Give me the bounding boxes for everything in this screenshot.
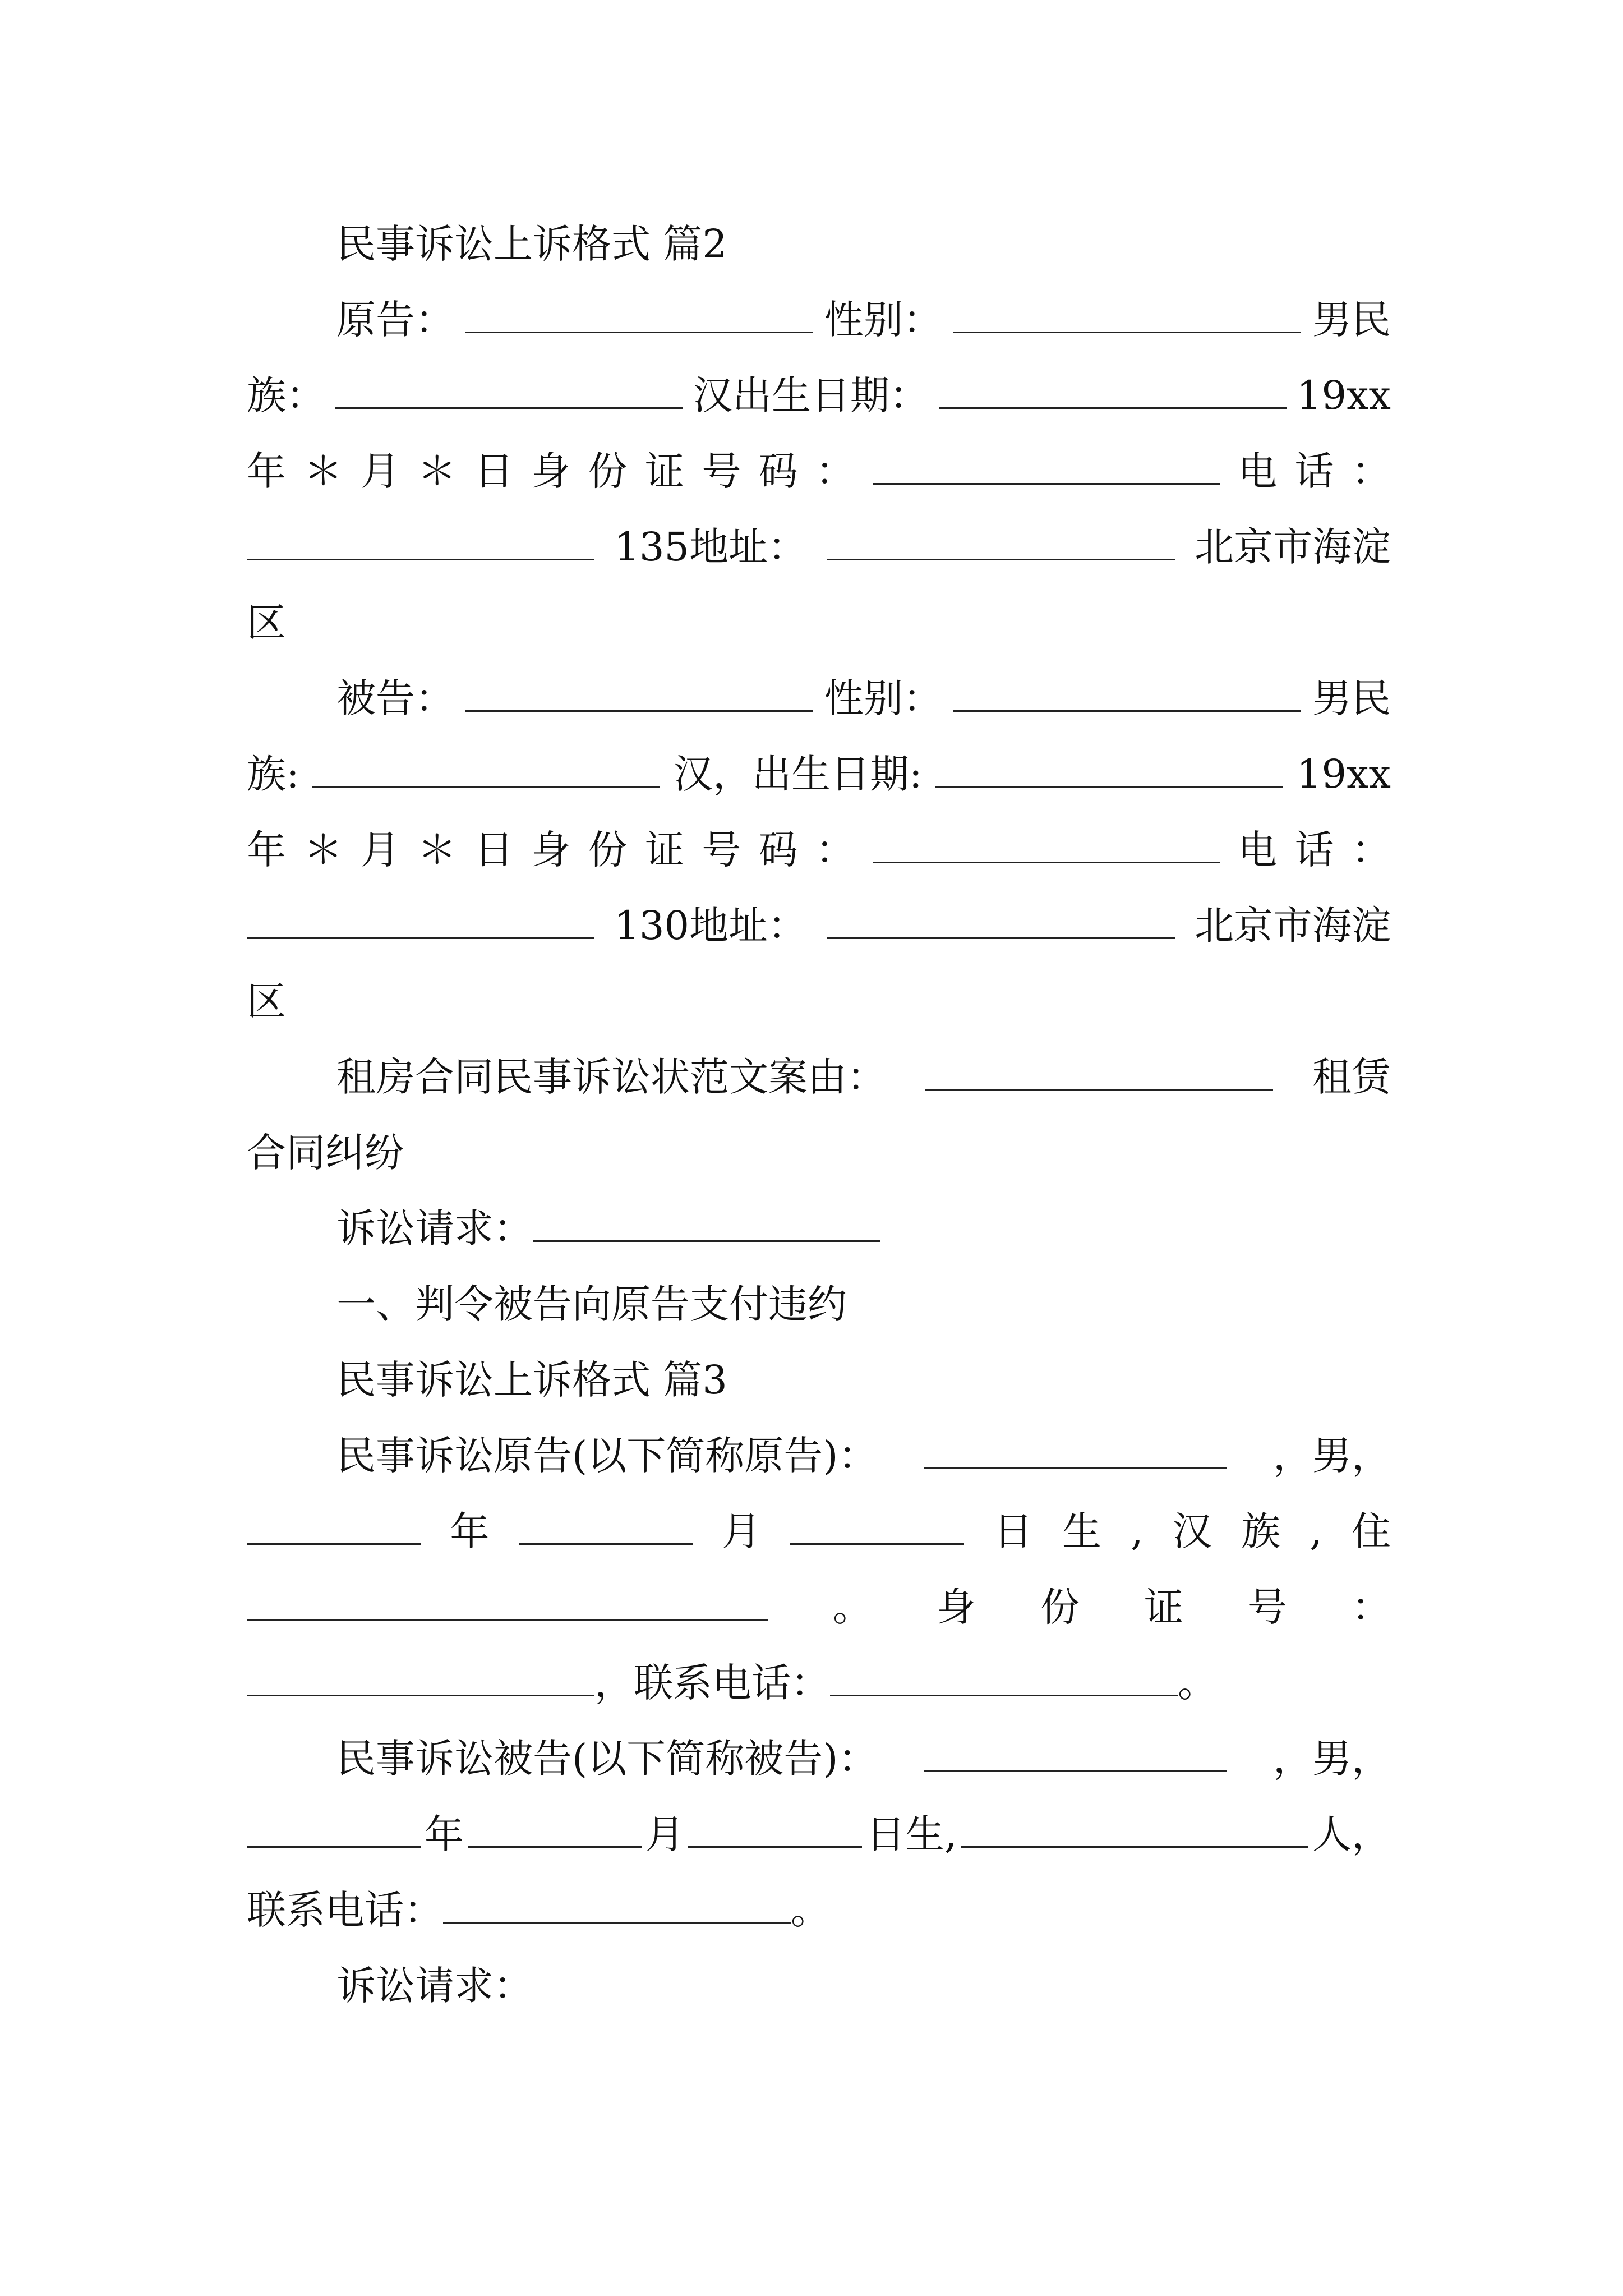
id-text: 码: [758, 448, 798, 494]
id-text: ：: [1352, 1584, 1391, 1630]
id-text: 日: [474, 827, 514, 873]
id-blank: [873, 450, 1220, 485]
plaintiff3-line-2: [247, 1501, 1391, 1562]
year-blank: [247, 1813, 421, 1848]
id-blank: [873, 829, 1220, 864]
plaintiff-line-4: [247, 516, 1391, 578]
date-text: 汉: [1172, 1508, 1212, 1554]
phone-blank: [830, 1662, 1178, 1697]
id-text: 份: [588, 448, 628, 494]
section-heading: [336, 213, 1391, 275]
phone-text: 电: [1238, 448, 1278, 494]
plaintiff3-line-4: [247, 1652, 1391, 1714]
claims-line: [336, 1198, 1391, 1259]
id-text: 证: [644, 448, 684, 494]
section-heading: [336, 1349, 1391, 1411]
birthdate-blank: [939, 374, 1287, 409]
id-text: 月: [360, 448, 400, 494]
gender-value: ，男，: [1273, 1736, 1391, 1782]
section-heading-text: 民事诉讼上诉格式 篇2: [336, 221, 727, 267]
phone-blank: [247, 904, 594, 940]
case-value-cont: 合同纠纷: [247, 1130, 404, 1176]
date-text: 族: [1241, 1508, 1281, 1554]
date-text: ,: [1131, 1508, 1144, 1554]
gender-value: 男民: [1312, 675, 1391, 721]
phone-text: 电: [1238, 827, 1278, 873]
id-text: 身: [937, 1584, 976, 1630]
plaintiff-name-blank: [465, 298, 813, 334]
year-blank: [247, 1510, 421, 1545]
address-value: 北京市海淀: [1194, 903, 1391, 949]
claim-item: [336, 1273, 1391, 1335]
ethnicity-label: 族：: [247, 372, 325, 418]
id-text: 日: [474, 448, 514, 494]
claims-line: [336, 1955, 1391, 2017]
case-line-1: [336, 1046, 1391, 1108]
id-text: 证: [1144, 1584, 1183, 1630]
case-line-2: [247, 1122, 1391, 1184]
birthdate-value: 19xx: [1296, 751, 1391, 797]
phone-text: ：: [1351, 827, 1391, 873]
gender-blank: [953, 298, 1301, 334]
id-text: ＊: [417, 827, 457, 873]
date-text: 日生,: [866, 1811, 957, 1857]
birthdate-value: 19xx: [1296, 372, 1391, 418]
defendant-name-blank: [924, 1737, 1227, 1773]
id-text: ：: [815, 827, 855, 873]
id-text: 身: [531, 827, 571, 873]
gender-label: 性别：: [824, 675, 942, 721]
phone-label: ，联系电话：: [594, 1660, 830, 1706]
plaintiff3-line-1: [336, 1425, 1391, 1487]
defendant-line-4: [247, 895, 1391, 956]
defendant3-line-2: [247, 1803, 1391, 1865]
gender-blank: [953, 677, 1301, 712]
phone-blank: [247, 526, 594, 561]
address-value: 北京市海淀: [1194, 524, 1391, 570]
plaintiff-label: 民事诉讼原告(以下简称原告)：: [336, 1433, 878, 1479]
plaintiff-line-3: [247, 440, 1391, 502]
defendant-line-5: [247, 970, 1391, 1032]
id-text: ＊: [417, 448, 457, 494]
phone-label: 联系电话：: [247, 1887, 443, 1933]
id-text: ＊: [303, 448, 343, 494]
id-blank: [247, 1662, 594, 1697]
period: 。: [1178, 1660, 1217, 1706]
date-text: 年: [424, 1811, 464, 1857]
plaintiff-line-5: [247, 592, 1391, 654]
ethnicity-blank: [335, 374, 683, 409]
id-text: 。: [833, 1584, 872, 1630]
id-text: 号: [702, 827, 741, 873]
phone-text: 话: [1294, 448, 1334, 494]
plaintiff3-line-3: [247, 1576, 1391, 1638]
id-text: 号: [702, 448, 741, 494]
date-text: 月: [721, 1508, 761, 1554]
day-blank: [790, 1510, 964, 1545]
address-label: 130地址：: [614, 903, 808, 949]
address-value-cont: 区: [247, 600, 286, 646]
date-text: 月: [645, 1811, 685, 1857]
phone-text: 话: [1294, 827, 1334, 873]
id-text: 号: [1248, 1584, 1287, 1630]
claims-label: 诉讼请求：: [336, 1205, 533, 1251]
period: 。: [791, 1887, 830, 1933]
date-text: ,: [1310, 1508, 1322, 1554]
birthdate-label: 汉出生日期：: [693, 372, 929, 418]
plaintiff-name-blank: [924, 1434, 1227, 1470]
id-text: 份: [1040, 1584, 1080, 1630]
gender-value: ，男，: [1273, 1433, 1391, 1479]
defendant-line-2: [247, 743, 1391, 805]
claim-text: 一、判令被告向原告支付违约: [336, 1281, 847, 1327]
defendant-label: 被告：: [336, 675, 454, 721]
case-label: 租房合同民事诉讼状范文案由：: [336, 1054, 886, 1100]
defendant3-line-3: [247, 1879, 1391, 1941]
birthdate-blank: [935, 753, 1283, 788]
phone-blank: [443, 1889, 791, 1924]
id-text: 年: [247, 448, 286, 494]
gender-value: 男民: [1312, 297, 1391, 343]
id-text: 年: [247, 827, 286, 873]
birthdate-label: 汉，出生日期:: [673, 751, 923, 797]
plaintiff-label: 原告：: [336, 297, 454, 343]
ethnicity-label: 族:: [247, 751, 299, 797]
date-text: 日: [993, 1508, 1033, 1554]
address-blank: [827, 526, 1175, 561]
section-heading-text: 民事诉讼上诉格式 篇3: [336, 1357, 727, 1403]
day-blank: [688, 1813, 862, 1848]
address-label: 135地址：: [614, 524, 808, 570]
id-text: 份: [588, 827, 628, 873]
defendant-label: 民事诉讼被告(以下简称被告)：: [336, 1736, 878, 1782]
defendant-line-1: [336, 668, 1391, 729]
hometown-text: 人，: [1312, 1811, 1391, 1857]
date-text: 生: [1062, 1508, 1101, 1554]
defendant-line-3: [247, 819, 1391, 881]
case-value: 租赁: [1312, 1054, 1391, 1100]
id-text: 码: [758, 827, 798, 873]
plaintiff-line-2: [247, 365, 1391, 426]
month-blank: [468, 1813, 642, 1848]
defendant-name-blank: [465, 677, 813, 712]
residence-blank: [247, 1586, 768, 1621]
plaintiff-line-1: [336, 289, 1391, 351]
date-text: 年: [450, 1508, 490, 1554]
claims-label: 诉讼请求：: [336, 1963, 533, 2009]
id-text: 月: [360, 827, 400, 873]
address-blank: [827, 904, 1175, 940]
hometown-blank: [961, 1813, 1308, 1848]
id-text: ：: [815, 448, 855, 494]
ethnicity-blank: [312, 753, 660, 788]
date-text: 住: [1351, 1508, 1391, 1554]
case-blank: [925, 1056, 1273, 1091]
defendant3-line-1: [336, 1728, 1391, 1789]
id-text: 证: [644, 827, 684, 873]
id-text: ＊: [303, 827, 343, 873]
id-text: 身: [531, 448, 571, 494]
month-blank: [519, 1510, 693, 1545]
address-value-cont: 区: [247, 978, 286, 1024]
claims-blank: [533, 1207, 880, 1243]
phone-text: ：: [1351, 448, 1391, 494]
gender-label: 性别：: [824, 297, 942, 343]
